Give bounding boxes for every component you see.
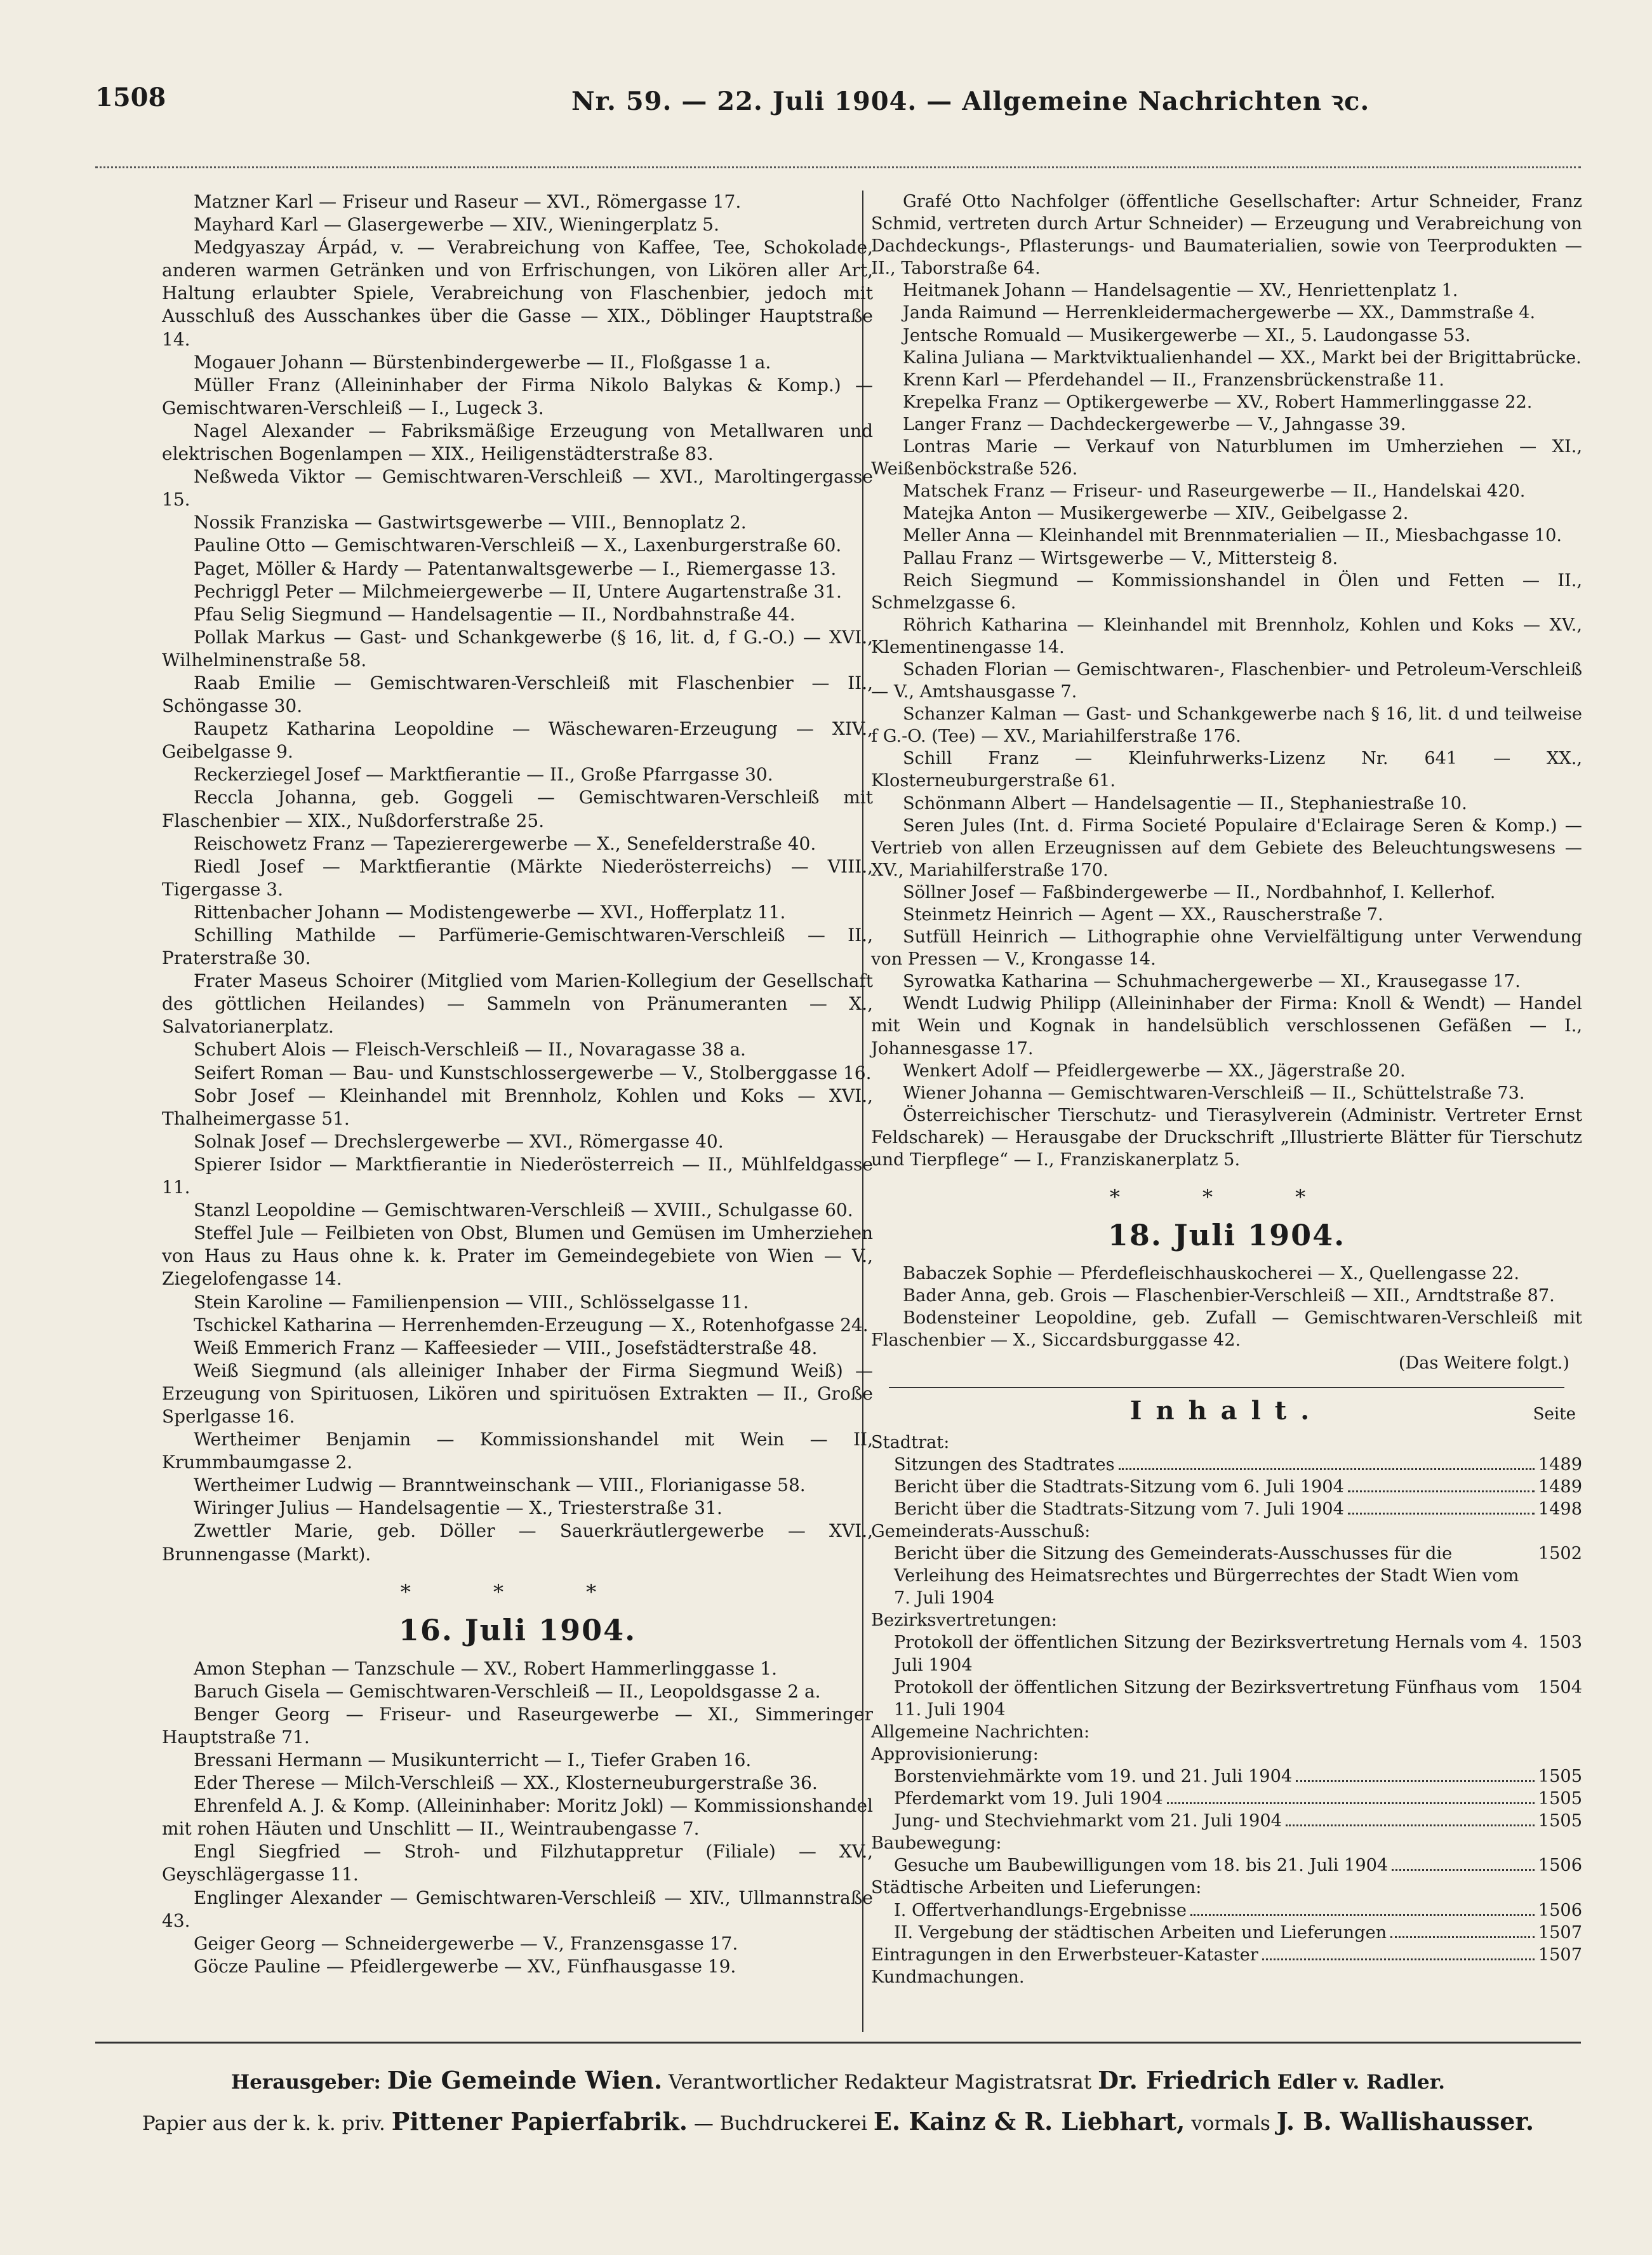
toc-item-page: 1506 (1538, 1900, 1582, 1920)
toc-item (871, 1922, 1582, 1944)
toc-item (871, 1832, 1582, 1854)
register-entry: Reckerziegel Josef — Marktfierantie — II., Große Pfarrgasse 30. (194, 764, 773, 786)
register-entry: Stein Karoline — Familienpension — VIII., Schlösselgasse 11. (194, 1291, 749, 1313)
register-entry: Nagel Alexander — Fabriksmäßige Erzeugung von Metallwaren und elektrischen Bogenlampen — XIX., Heiligenstädterstraße 83. (162, 420, 873, 465)
register-entry: Bressani Hermann — Musikunterricht — I., Tiefer Graben 16. (194, 1750, 752, 1770)
toc-item-label: Allgemeine Nachrichten: (871, 1722, 1090, 1742)
section-stars: * * * (1109, 1185, 1344, 1210)
toc-item-page: 1507 (1538, 1922, 1582, 1943)
footer-printer: E. Kainz & R. Liebhart, (873, 2107, 1185, 2136)
toc-leader-dots (1286, 1824, 1535, 1826)
register-entry: Syrowatka Katharina — Schuhmachergewerbe — XI., Krausegasse 17. (903, 972, 1521, 992)
register-entry: Spierer Isidor — Marktfierantie in Niederösterreich — II., Mühlfeldgasse 11. (162, 1153, 873, 1198)
register-entry: Schubert Alois — Fleisch-Verschleiß — II., Novaragasse 38 a. (194, 1039, 746, 1061)
toc-header (871, 1395, 1582, 1431)
toc-item-label: Eintragungen in den Erwerbsteuer-Kataster (871, 1944, 1258, 1965)
toc-item (871, 1810, 1582, 1832)
right-column (871, 191, 1582, 1988)
register-entry: Sutfüll Heinrich — Lithographie ohne Vervielfältigung unter Verwendung von Pressen — V., Krongasse 14. (871, 927, 1582, 970)
toc-item (871, 1899, 1582, 1922)
register-entry: Röhrich Katharina — Kleinhandel mit Brennholz, Kohlen und Koks — XV., Klementinengasse 14. (871, 615, 1582, 657)
toc-item (871, 1542, 1582, 1609)
toc-item (871, 1743, 1582, 1765)
register-entry: Pallau Franz — Wirtsgewerbe — V., Mittersteig 8. (903, 548, 1338, 568)
footer-vormals: vormals (1191, 2112, 1270, 2135)
register-entry: Schönmann Albert — Handelsagentie — II., Stephaniestraße 10. (903, 793, 1467, 813)
register-entry: Wiringer Julius — Handelsagentie — X., Triesterstraße 31. (194, 1497, 723, 1519)
register-entry: Eder Therese — Milch-Verschleiß — XX., Klosterneuburgerstraße 36. (194, 1772, 818, 1794)
register-entry: Wiener Johanna — Gemischtwaren-Verschleiß — II., Schüttelstraße 73. (903, 1083, 1525, 1103)
toc-leader-dots (1390, 1936, 1535, 1938)
register-entry: Babaczek Sophie — Pferdefleischhauskocherei — X., Quellengasse 22. (903, 1264, 1520, 1284)
toc-item (871, 1966, 1582, 1988)
register-entry: Weiß Siegmund (als alleiniger Inhaber der Firma Siegmund Weiß) — Erzeugung von Spirituosen, Likören und spirituösen Extrakten — II., Große Sperlgasse 16. (162, 1360, 873, 1427)
register-entry: Reich Siegmund — Kommissionshandel in Ölen und Fetten — II., Schmelzgasse 6. (871, 570, 1582, 613)
register-entry: Steinmetz Heinrich — Agent — XX., Rauscherstraße 7. (903, 905, 1383, 925)
register-entry: Engl Siegfried — Stroh- und Filzhutappretur (Filiale) — XV., Geyschlägergasse 11. (162, 1841, 873, 1885)
toc-leader-dots (1167, 1802, 1535, 1804)
toc-item (871, 1877, 1582, 1899)
toc-item-label: Pferdemarkt vom 19. Juli 1904 (894, 1789, 1163, 1809)
date-heading: 18. Juli 1904. (1107, 1218, 1346, 1253)
register-entry: Pfau Selig Siegmund — Handelsagentie — II., Nordbahnstraße 44. (194, 603, 796, 625)
toc-rule (889, 1387, 1564, 1388)
toc-item-label: Sitzungen des Stadtrates (894, 1454, 1115, 1475)
register-entry: Reischowetz Franz — Tapezierergewerbe — X., Senefelderstraße 40. (194, 833, 816, 854)
toc-item-page: 1504 (1538, 1677, 1582, 1697)
register-entry: Grafé Otto Nachfolger (öffentliche Gesellschafter: Artur Schneider, Franz Schmid, vertreten durch Artur Schneider) — Erzeugung und Verabreichung von Dachdeckungs-, Pflasterungs- und Baumaterialien, sowie von Teerprodukten — II., Taborstraße 64. (871, 192, 1582, 279)
toc-item-label: Städtische Arbeiten und Lieferungen: (871, 1878, 1202, 1898)
page-footer (95, 2061, 1581, 2143)
toc-item-label: Kundmachungen. (871, 1967, 1025, 1987)
register-entry: Amon Stephan — Tanzschule — XV., Robert Hammerlinggasse 1. (194, 1657, 777, 1679)
register-entry: Söllner Josef — Faßbindergewerbe — II., Nordbahnhof, I. Kellerhof. (903, 882, 1496, 902)
toc-item-page: 1498 (1538, 1499, 1582, 1519)
table-of-contents (871, 1431, 1582, 1988)
toc-item-page: 1502 (1538, 1544, 1582, 1564)
register-entry: Geiger Georg — Schneidergewerbe — V., Franzensgasse 17. (194, 1932, 738, 1954)
register-entry: Raupetz Katharina Leopoldine — Wäschewaren-Erzeugung — XIV., Geibelgasse 9. (162, 718, 873, 763)
register-entry: Bader Anna, geb. Grois — Flaschenbier-Verschleiß — XII., Arndtstraße 87. (903, 1286, 1555, 1306)
page-number: 1508 (95, 83, 166, 112)
toc-item-page: 1489 (1538, 1454, 1582, 1475)
register-entry: Tschickel Katharina — Herrenhemden-Erzeugung — X., Rotenhofgasse 24. (194, 1314, 869, 1335)
toc-item-label: Baubewegung: (871, 1833, 1002, 1854)
toc-item (871, 1431, 1582, 1454)
register-entry: Riedl Josef — Marktfierantie (Märkte Niederösterreichs) — VIII., Tigergasse 3. (162, 855, 873, 900)
toc-item-label: Stadtrat: (871, 1432, 950, 1452)
register-entry: Medgyaszay Árpád, v. — Verabreichung von Kaffee, Tee, Schokolade, anderen warmen Getränken und von Erfrischungen, von Likören aller Art, Haltung erlaubter Spiele, Verabreichung von Flaschenbier, jedoch mit Ausschluß des Ausschankes über die Gasse — XIX., Döblinger Hauptstraße 14. (162, 237, 873, 350)
register-entry: Mogauer Johann — Bürstenbindergewerbe — II., Floßgasse 1 a. (194, 351, 771, 373)
toc-item-label: Bericht über die Stadtrats-Sitzung vom 6. Juli 1904 (894, 1476, 1344, 1497)
toc-item-page: 1489 (1538, 1476, 1582, 1497)
toc-item-label: II. Vergebung der städtischen Arbeiten und Lieferungen (894, 1922, 1387, 1943)
toc-item (871, 1944, 1582, 1966)
register-entry: Solnak Josef — Drechslergewerbe — XVI., Römergasse 40. (194, 1130, 724, 1152)
register-entry: Reccla Johanna, geb. Goggeli — Gemischtwaren-Verschleiß mit Flaschenbier — XIX., Nußdorferstraße 25. (162, 787, 873, 831)
register-entry: Englinger Alexander — Gemischtwaren-Verschleiß — XIV., Ullmannstraße 43. (162, 1887, 873, 1931)
register-entry: Benger Georg — Friseur- und Raseurgewerbe — XI., Simmeringer Hauptstraße 71. (162, 1703, 873, 1748)
toc-item-page: 1505 (1538, 1789, 1582, 1809)
register-entry: Baruch Gisela — Gemischtwaren-Verschleiß — II., Leopoldsgasse 2 a. (194, 1680, 821, 1702)
register-entry: Sobr Josef — Kleinhandel mit Brennholz, Kohlen und Koks — XVI., Thalheimergasse 51. (162, 1085, 873, 1129)
toc-item (871, 1609, 1582, 1631)
toc-item-label: Bezirksvertretungen: (871, 1610, 1058, 1631)
toc-item-page: 1505 (1538, 1811, 1582, 1831)
toc-item (871, 1765, 1582, 1788)
toc-item (871, 1476, 1582, 1498)
toc-leader-dots (1392, 1869, 1535, 1871)
toc-item (871, 1788, 1582, 1810)
register-entry: Pechriggl Peter — Milchmeiergewerbe — II, Untere Augartenstraße 31. (194, 580, 842, 602)
register-entry: Schilling Mathilde — Parfümerie-Gemischtwaren-Verschleiß — II., Praterstraße 30. (162, 925, 873, 969)
footer-printer-prefix: — Buchdruckerei (693, 2112, 868, 2135)
toc-item-label: Jung- und Stechviehmarkt vom 21. Juli 1904 (894, 1811, 1282, 1831)
continued-note: (Das Weitere folgt.) (1398, 1353, 1569, 1373)
toc-item-label: Gesuche um Baubewilligungen vom 18. bis 21. Juli 1904 (894, 1856, 1389, 1876)
footer-editor: Dr. Friedrich (1098, 2066, 1271, 2094)
footer-editor-suffix: Edler v. Radler. (1277, 2071, 1446, 2094)
register-entry: Müller Franz (Alleininhaber der Firma Nikolo Balykas & Komp.) — Gemischtwaren-Verschleiß — I., Lugeck 3. (162, 374, 873, 418)
left-entries-list (162, 191, 873, 1566)
register-entry: Janda Raimund — Herrenkleidermachergewerbe — XX., Dammstraße 4. (903, 303, 1536, 323)
footer-paper-prefix: Papier aus der k. k. priv. (142, 2112, 385, 2135)
register-entry: Göcze Pauline — Pfeidlergewerbe — XV., Fünfhausgasse 19. (194, 1955, 736, 1977)
register-entry: Steffel Jule — Feilbieten von Obst, Blumen und Gemüsen im Umherziehen von Haus zu Haus ohne k. k. Prater im Gemeindegebiete von Wien — V., Ziegelofengasse 14. (162, 1222, 873, 1290)
register-entry: Pollak Markus — Gast- und Schankgewerbe (§ 16, lit. d, f G.-O.) — XVI., Wilhelminenstraße 58. (162, 626, 873, 671)
date-heading: 16. Juli 1904. (398, 1612, 637, 1647)
footer-line-publisher (95, 2061, 1581, 2102)
toc-item (871, 1520, 1582, 1542)
section-stars: * * * (400, 1579, 635, 1604)
running-title: Nr. 59. — 22. Juli 1904. — Allgemeine Nachrichten ꝛc. (571, 86, 1370, 116)
register-entry: Wertheimer Benjamin — Kommissionshandel mit Wein — II, Krummbaumgasse 2. (162, 1429, 873, 1473)
left-entries-list-2 (162, 1657, 873, 1978)
register-entry: Seren Jules (Int. d. Firma Societé Populaire d'Eclairage Seren & Komp.) — Vertrieb von allen Erzeugnissen auf dem Gebiete des Beleuchtungswesens — XV., Mariahilferstraße 170. (871, 815, 1582, 880)
register-entry: Lontras Marie — Verkauf von Naturblumen im Umherziehen — XI., Weißenböckstraße 526. (871, 437, 1582, 479)
register-entry: Meller Anna — Kleinhandel mit Brennmaterialien — II., Miesbachgasse 10. (903, 526, 1562, 546)
register-entry: Neßweda Viktor — Gemischtwaren-Verschleiß — XVI., Maroltingergasse 15. (162, 466, 873, 511)
toc-item (871, 1854, 1582, 1877)
toc-item (871, 1498, 1582, 1520)
register-entry: Stanzl Leopoldine — Gemischtwaren-Verschleiß — XVIII., Schulgasse 60. (194, 1200, 853, 1221)
toc-item-label: Gemeinderats-Ausschuß: (871, 1521, 1091, 1541)
register-entry: Matejka Anton — Musikergewerbe — XIV., Geibelgasse 2. (903, 504, 1409, 524)
footer-paper-mill: Pittener Papierfabrik. (391, 2107, 688, 2136)
toc-item (871, 1631, 1582, 1676)
register-entry: Matschek Franz — Friseur- und Raseurgewerbe — II., Handelskai 420. (903, 481, 1526, 502)
left-column (162, 191, 873, 1978)
toc-leader-dots (1119, 1468, 1535, 1470)
footer-former-printer: J. B. Wallishausser. (1276, 2107, 1535, 2136)
register-entry: Zwettler Marie, geb. Döller — Sauerkräutlergewerbe — XVI., Brunnengasse (Markt). (162, 1520, 873, 1565)
page-header (95, 83, 1575, 127)
register-entry: Pauline Otto — Gemischtwaren-Verschleiß — X., Laxenburgerstraße 60. (194, 535, 842, 556)
toc-item (871, 1676, 1582, 1721)
register-entry: Schill Franz — Kleinfuhrwerks-Lizenz Nr. 641 — XX., Klosterneuburgerstraße 61. (871, 749, 1582, 791)
register-entry: Seifert Roman — Bau- und Kunstschlossergewerbe — V., Stolberggasse 16. (194, 1062, 872, 1083)
toc-item-page: 1503 (1538, 1633, 1582, 1653)
register-entry: Matzner Karl — Friseur und Raseur — XVI., Römergasse 17. (194, 191, 742, 212)
register-entry: Heitmanek Johann — Handelsagentie — XV., Henriettenplatz 1. (903, 281, 1458, 301)
register-entry: Weiß Emmerich Franz — Kaffeesieder — VIII., Josefstädterstraße 48. (194, 1337, 818, 1358)
toc-leader-dots (1190, 1914, 1535, 1916)
toc-item-label: Borstenviehmärkte vom 19. und 21. Juli 1904 (894, 1767, 1293, 1786)
toc-item-page: 1507 (1538, 1944, 1582, 1965)
footer-line-printer (95, 2102, 1581, 2143)
register-entry: Rittenbacher Johann — Modistengewerbe — XVI., Hofferplatz 11. (194, 901, 786, 923)
header-rule (95, 166, 1581, 175)
register-entry: Krenn Karl — Pferdehandel — II., Franzensbrückenstraße 11. (903, 370, 1444, 390)
right-entries-list (871, 191, 1582, 1171)
register-entry: Raab Emilie — Gemischtwaren-Verschleiß mit Flaschenbier — II., Schöngasse 30. (162, 672, 873, 717)
toc-item-label: Bericht über die Stadtrats-Sitzung vom 7. Juli 1904 (894, 1499, 1344, 1519)
footer-editor-prefix: Verantwortlicher Redakteur Magistratsrat (668, 2071, 1092, 2094)
toc-item-label: Approvisionierung: (871, 1744, 1039, 1764)
register-entry: Frater Maseus Schoirer (Mitglied vom Marien-Kollegium der Gesellschaft des göttlichen Heilandes) — Sammeln von Pränumeranten — X., Salvatorianerplatz. (162, 970, 873, 1038)
register-entry: Krepelka Franz — Optikergewerbe — XV., Robert Hammerlinggasse 22. (903, 392, 1533, 412)
register-entry: Mayhard Karl — Glasergewerbe — XIV., Wieningerplatz 5. (194, 214, 719, 236)
toc-leader-dots (1262, 1958, 1535, 1960)
toc-item-label: I. Offertverhandlungs-Ergebnisse (894, 1900, 1187, 1920)
toc-item-label: Bericht über die Sitzung des Gemeinderats-Ausschusses für die Verleihung des Heimatsrechtes und Bürgerrechtes der Stadt Wien vom 7. Juli 1904 (894, 1544, 1519, 1609)
register-entry: Nossik Franziska — Gastwirtsgewerbe — VIII., Bennoplatz 2. (194, 512, 747, 533)
register-entry: Wenkert Adolf — Pfeidlergewerbe — XX., Jägerstraße 20. (903, 1061, 1406, 1081)
toc-item (871, 1721, 1582, 1743)
toc-item-label: Protokoll der öffentlichen Sitzung der Bezirksvertretung Fünfhaus vom 11. Juli 1904 (894, 1677, 1519, 1720)
register-entry: Wendt Ludwig Philipp (Alleininhaber der Firma: Knoll & Wendt) — Handel mit Wein und Kognak in handelsüblich verschlossenen Gefäßen — I., Johannesgasse 17. (871, 994, 1582, 1059)
toc-page-label: Seite (1533, 1404, 1576, 1424)
register-entry: Paget, Möller & Hardy — Patentanwaltsgewerbe — I., Riemergasse 13. (194, 558, 837, 579)
toc-leader-dots (1348, 1513, 1535, 1515)
register-entry: Bodensteiner Leopoldine, geb. Zufall — Gemischtwaren-Verschleiß mit Flaschenbier — X., Siccardsburggasse 42. (871, 1308, 1582, 1351)
toc-item (871, 1454, 1582, 1476)
toc-leader-dots (1348, 1490, 1535, 1492)
register-entry: Österreichischer Tierschutz- und Tierasylverein (Administr. Vertreter Ernst Feldscharek) — Herausgabe der Druckschrift „Illustrierte Blätter für Tierschutz und Tierpflege“ — I., Franziskanerplatz 5. (871, 1105, 1582, 1170)
footer-rule (95, 2042, 1581, 2044)
toc-leader-dots (1296, 1780, 1535, 1782)
toc-item-page: 1505 (1538, 1767, 1582, 1786)
register-entry: Ehrenfeld A. J. & Komp. (Alleininhaber: Moritz Jokl) — Kommissionshandel mit rohen Häuten und Unschlitt — II., Weintraubengasse 7. (162, 1795, 873, 1840)
toc-item-label: Protokoll der öffentlichen Sitzung der Bezirksvertretung Hernals vom 4. Juli 1904 (894, 1633, 1529, 1675)
register-entry: Langer Franz — Dachdeckergewerbe — V., Jahngasse 39. (903, 414, 1406, 434)
register-entry: Schaden Florian — Gemischtwaren-, Flaschenbier- und Petroleum-Verschleiß — V., Amtshausgasse 7. (871, 659, 1582, 702)
register-entry: Kalina Juliana — Marktviktualienhandel — XX., Markt bei der Brigittabrücke. (903, 347, 1582, 368)
register-entry: Schanzer Kalman — Gast- und Schankgewerbe nach § 16, lit. d und teilweise f G.-O. (Tee) — XV., Mariahilferstraße 176. (871, 704, 1582, 747)
right-entries-list-2 (871, 1262, 1582, 1351)
toc-item-page: 1506 (1538, 1856, 1582, 1876)
footer-publisher: Die Gemeinde Wien. (387, 2066, 663, 2094)
register-entry: Wertheimer Ludwig — Branntweinschank — VIII., Florianigasse 58. (194, 1475, 806, 1496)
toc-title: Inhalt. (1129, 1395, 1324, 1426)
footer-publisher-prefix: Herausgeber: (230, 2071, 381, 2094)
register-entry: Jentsche Romuald — Musikergewerbe — XI., 5. Laudongasse 53. (903, 325, 1471, 345)
